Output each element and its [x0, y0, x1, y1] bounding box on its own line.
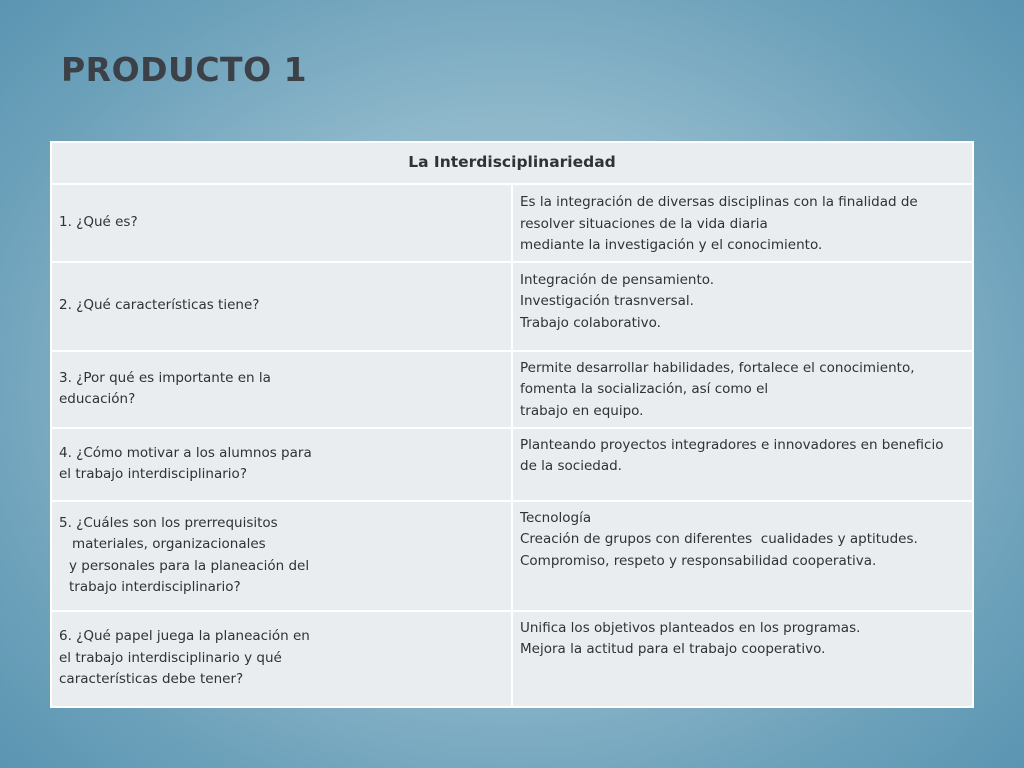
table-header-row — [51, 142, 973, 184]
answer-line: Es la integración de diversas disciplinas con la finalidad de resolver situaciones de la vida diaria — [520, 194, 923, 232]
question-cell — [51, 262, 512, 351]
slide-title: PRODUCTO 1 — [61, 50, 308, 89]
table-row — [51, 428, 973, 501]
question-text: 1. ¿Qué es? — [59, 214, 138, 230]
answer-cell — [512, 351, 973, 428]
question-line: el trabajo interdisciplinario? — [59, 466, 247, 482]
answer-line: Creación de grupos con diferentes cualidades y aptitudes. — [520, 531, 918, 547]
content-table-container — [50, 141, 974, 692]
answer-line: Trabajo colaborativo. — [520, 314, 661, 331]
answer-line: Unifica los objetivos planteados en los programas. — [520, 619, 861, 636]
question-cell — [51, 611, 512, 707]
answer-cell — [512, 611, 973, 707]
question-line: educación? — [59, 391, 136, 407]
question-line: características debe tener? — [59, 671, 244, 688]
content-table — [50, 141, 974, 708]
answer-line: Integración de pensamiento. — [520, 271, 715, 288]
table-header: La Interdisciplinariedad — [51, 142, 973, 184]
question-line: 4. ¿Cómo motivar a los alumnos para — [59, 444, 312, 461]
question-line: el trabajo interdisciplinario y qué — [59, 649, 282, 666]
question-cell — [51, 501, 512, 611]
table-row — [51, 611, 973, 707]
table-row — [51, 501, 973, 611]
table-row — [51, 262, 973, 351]
answer-cell — [512, 262, 973, 351]
answer-cell — [512, 501, 973, 611]
question-line: trabajo interdisciplinario? — [69, 579, 241, 595]
question-line: 6. ¿Qué papel juega la planeación en — [59, 628, 310, 645]
question-cell — [51, 184, 512, 262]
table-row — [51, 351, 973, 428]
question-line: 5. ¿Cuáles son los prerrequisitos — [59, 514, 278, 531]
question-text: 2. ¿Qué características tiene? — [59, 297, 260, 314]
answer-cell — [512, 428, 973, 501]
question-line: materiales, organizacionales — [72, 536, 266, 552]
question-cell — [51, 428, 512, 501]
answer-line: Tecnología — [520, 509, 592, 526]
answer-line: trabajo en equipo. — [520, 402, 644, 419]
table-row — [51, 184, 973, 262]
answer-cell — [512, 184, 973, 262]
answer-line: mediante la investigación y el conocimiento. — [520, 237, 823, 253]
question-cell — [51, 351, 512, 428]
question-line: 3. ¿Por qué es importante en la — [59, 369, 271, 386]
answer-line: Compromiso, respeto y responsabilidad cooperativa. — [520, 552, 877, 569]
answer-line: Investigación trasnversal. — [520, 293, 694, 309]
answer-line: Mejora la actitud para el trabajo cooperativo. — [520, 641, 826, 657]
answer-line: Planteando proyectos integradores e innovadores en beneficio de la sociedad. — [520, 436, 948, 474]
answer-line: Permite desarrollar habilidades, fortalece el conocimiento, fomenta la socialización, así como el — [520, 359, 919, 397]
question-line: y personales para la planeación del — [69, 557, 310, 574]
